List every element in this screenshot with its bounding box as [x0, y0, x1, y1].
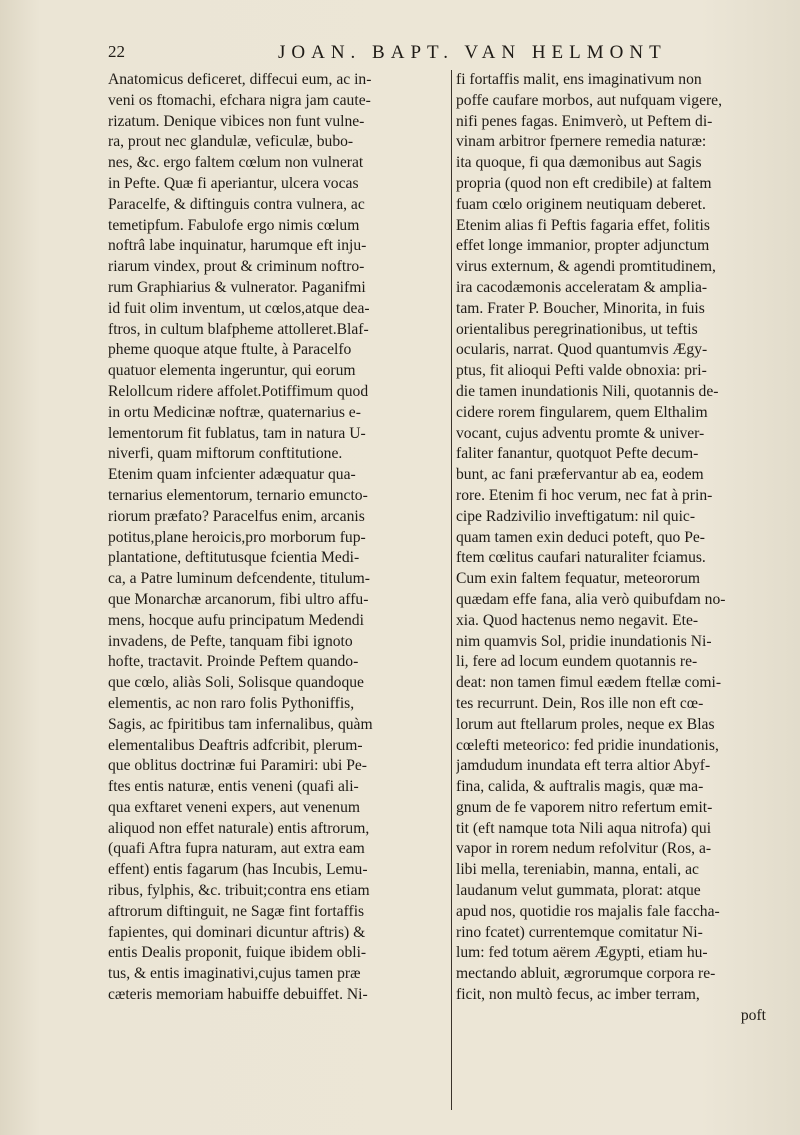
- text-line: nes, &c. ergo faltem cœlum non vulnerat: [108, 154, 364, 172]
- text-line: ribus, fylphis, &c. tribuit;contra ens etiam: [108, 882, 370, 900]
- text-line: id fuit olim inventum, ut cœlos,atque dea-: [108, 299, 370, 317]
- text-line: rino fcatet) currentemque comitatur Ni-: [456, 923, 703, 941]
- text-line: gnum de fe vaporem nitro refertum emit-: [456, 798, 713, 816]
- text-line: qua exftaret veneni expers, aut venenum: [108, 798, 360, 816]
- text-line: fapientes, qui dominari dicuntur aftris) &: [108, 923, 366, 941]
- text-line: laudanum velut gummata, plorat: atque: [456, 882, 701, 900]
- column-divider: [451, 70, 452, 1110]
- text-line: cæteris memoriam habuiffe debuiffet. Ni-: [108, 986, 368, 1004]
- text-line: libi mella, tereniabin, manna, entali, ac: [456, 861, 699, 879]
- text-line: riarum vindex, prout & criminum noftro-: [108, 258, 365, 276]
- text-line: tus, & entis imaginativi,cujus tamen præ: [108, 965, 361, 983]
- text-line: quatuor elementa ingeruntur, qui eorum: [108, 362, 356, 380]
- text-line: mectando abluit, ægrorumque corpora re-: [456, 965, 716, 983]
- text-line: Paracelfe, & diftinguis contra vulnera, ac: [108, 195, 365, 213]
- left-column: [108, 70, 450, 1006]
- text-line: quam tamen exin deduci poteft, quo Pe-: [456, 528, 705, 546]
- text-line: vinam arbitror fpernere remedia naturæ:: [456, 133, 707, 151]
- text-line: niverfi, quam miftorum conftitutione.: [108, 445, 343, 463]
- text-line: nim quamvis Sol, pridie inundationis Ni-: [456, 632, 712, 650]
- text-line: ira cacodæmonis acceleratam & amplia-: [456, 278, 708, 296]
- text-line: nifi penes fagas. Enimverò, ut Peftem di-: [456, 112, 713, 130]
- text-line: effet longe immanior, propter adjunctum: [456, 237, 710, 255]
- text-line: ptus, fit alioqui Pefti valde obnoxia: pri-: [456, 362, 707, 380]
- page-number: 22: [108, 42, 125, 61]
- text-line: rum Graphiarius & vulnerator. Paganifmi: [108, 278, 366, 296]
- text-line: elementalibus Deaftris adfcribit, plerum-: [108, 736, 363, 754]
- text-line: quædam effe fana, alia verò quibufdam no-: [456, 590, 726, 608]
- text-line: Etenim quam infcienter adæquatur qua-: [108, 466, 356, 484]
- text-line: ficit, non multò fecus, ac imber terram,: [456, 986, 700, 1004]
- text-line: virus externum, & agendi promtitudinem,: [456, 258, 716, 276]
- text-line: bunt, ac fani præfervantur ab ea, eodem: [456, 466, 704, 484]
- text-line: effent) entis fagarum (has Incubis, Lemu-: [108, 861, 368, 879]
- text-line: vapor in rorem nedum refolvitur (Ros, a-: [456, 840, 712, 858]
- text-line: apud nos, quotidie ros majalis fale faccha-: [456, 902, 720, 920]
- text-line: jamdudum inundata eft terra altior Abyf-: [456, 757, 711, 775]
- text-line: riorum præfato? Paracelfus enim, arcanis: [108, 507, 365, 525]
- text-line: (quafi Aftra fupra naturam, aut extra eam: [108, 840, 365, 858]
- text-line: deat: non tamen fimul eædem ftellæ comi-: [456, 674, 722, 692]
- text-line: lum: fed totum aërem Ægypti, etiam hu-: [456, 944, 708, 962]
- text-line: hofte, tractavit. Proinde Peftem quando-: [108, 653, 359, 671]
- text-line: ftes entis naturæ, entis veneni (quafi ali-: [108, 778, 359, 796]
- text-line: Relollcum ridere affolet.Potiffimum quod: [108, 382, 369, 400]
- text-line: ftem cœlitus caufari naturaliter fciamus.: [456, 549, 706, 567]
- text-line: die tamen inundationis Nili, quotannis de-: [456, 382, 719, 400]
- text-line: pheme quoque atque ftulte, à Paracelfo: [108, 341, 352, 359]
- text-line: mens, hocque aufu principatum Medendi: [108, 611, 364, 629]
- text-line: lorum aut ftellarum proles, neque ex Blas: [456, 715, 715, 733]
- text-line: potitus,plane heroicis,pro morborum fup-: [108, 528, 366, 546]
- text-line: que Monarchæ arcanorum, fibi ultro affu-: [108, 590, 369, 608]
- text-line: aliquod non effet naturale) entis aftrorum,: [108, 819, 370, 837]
- text-line: tam. Frater P. Boucher, Minorita, in fuis: [456, 299, 705, 317]
- catchword: poft: [740, 1006, 766, 1024]
- text-line: ftros, in cultum blafpheme attolleret.Blaf-: [108, 320, 369, 338]
- text-line: lementorum fit fublatus, tam in natura U-: [108, 424, 366, 442]
- text-line: tit (eft namque tota Nili aqua nitrofa) qui: [456, 819, 712, 837]
- text-line: invadens, de Pefte, tanquam fibi ignoto: [108, 632, 353, 650]
- text-line: li, fere ad locum eundem quotannis re-: [456, 653, 698, 671]
- text-line: fuam cœlo originem neutiquam deberet.: [456, 195, 706, 213]
- text-line: Sagis, ac fpiritibus tam infernalibus, quàm: [108, 715, 373, 733]
- text-line: orientalibus peregrinationibus, ut teftis: [456, 320, 698, 338]
- text-line: Etenim alias fi Peftis fagaria effet, folitis: [456, 216, 710, 234]
- text-line: Anatomicus deficeret, diffecui eum, ac in-: [108, 71, 372, 88]
- right-column: [456, 70, 794, 1027]
- text-line: faliter fanantur, quotquot Pefte decum-: [456, 445, 699, 463]
- page-header: [108, 42, 768, 66]
- text-line: rizatum. Denique vibices non funt vulne-: [108, 112, 365, 130]
- text-line: veni os ftomachi, efchara nigra jam caute-: [108, 91, 371, 109]
- text-line: temetipfum. Fabulofe ergo nimis cœlum: [108, 216, 360, 234]
- text-line: rore. Etenim fi hoc verum, nec fat à prin-: [456, 486, 713, 504]
- text-line: fina, calida, & auftralis magis, quæ ma-: [456, 778, 704, 796]
- text-line: ca, a Patre luminum defcendente, titulum-: [108, 570, 370, 588]
- text-line: cipe Radzivilio inveftigatum: nil quic-: [456, 507, 696, 525]
- text-line: aftrorum diftinguit, ne Sagæ fint fortaffis: [108, 902, 365, 920]
- text-line: in Pefte. Quæ fi aperiantur, ulcera vocas: [108, 174, 359, 192]
- text-line: ra, prout nec glandulæ, veficulæ, bubo-: [108, 133, 354, 151]
- text-line: plantatione, deftitutusque fcientia Medi-: [108, 549, 360, 567]
- text-line: fi fortaffis malit, ens imaginativum non: [456, 71, 702, 88]
- text-line: vocant, cujus adventu promte & univer-: [456, 424, 705, 442]
- text-line: propria (quod non eft credibile) at faltem: [456, 174, 712, 192]
- text-line: ocularis, narrat. Quod quantumvis Ægy-: [456, 341, 708, 359]
- text-line: cidere rorem fingularem, quem Elthalim: [456, 403, 708, 421]
- running-title: JOAN. BAPT. VAN HELMONT: [278, 42, 667, 63]
- text-line: noftrâ labe inquinatur, harumque eft inju-: [108, 237, 367, 255]
- text-line: ita quoque, fi qua dæmonibus aut Sagis: [456, 154, 702, 172]
- text-line: poffe caufare morbos, aut nufquam vigere,: [456, 91, 722, 109]
- text-line: tes recurrunt. Dein, Ros ille non eft cœ-: [456, 694, 704, 712]
- text-line: xia. Quod hactenus nemo negavit. Ete-: [456, 611, 699, 629]
- text-line: entis Dealis proponit, fuique ibidem obli-: [108, 944, 367, 962]
- text-line: in ortu Medicinæ noftræ, quaternarius e-: [108, 403, 361, 421]
- text-line: ternarius elementorum, ternario emuncto-: [108, 486, 368, 504]
- text-line: cœlefti meteorico: fed pridie inundationis,: [456, 736, 719, 754]
- text-line: que oblitus doctrinæ fui Paramiri: ubi Pe-: [108, 757, 367, 775]
- text-line: elementis, ac non raro folis Pythoniffis,: [108, 694, 355, 712]
- text-line: Cum exin faltem fequatur, meteororum: [456, 570, 701, 588]
- text-line: que cœlo, aliàs Soli, Solisque quandoque: [108, 674, 364, 692]
